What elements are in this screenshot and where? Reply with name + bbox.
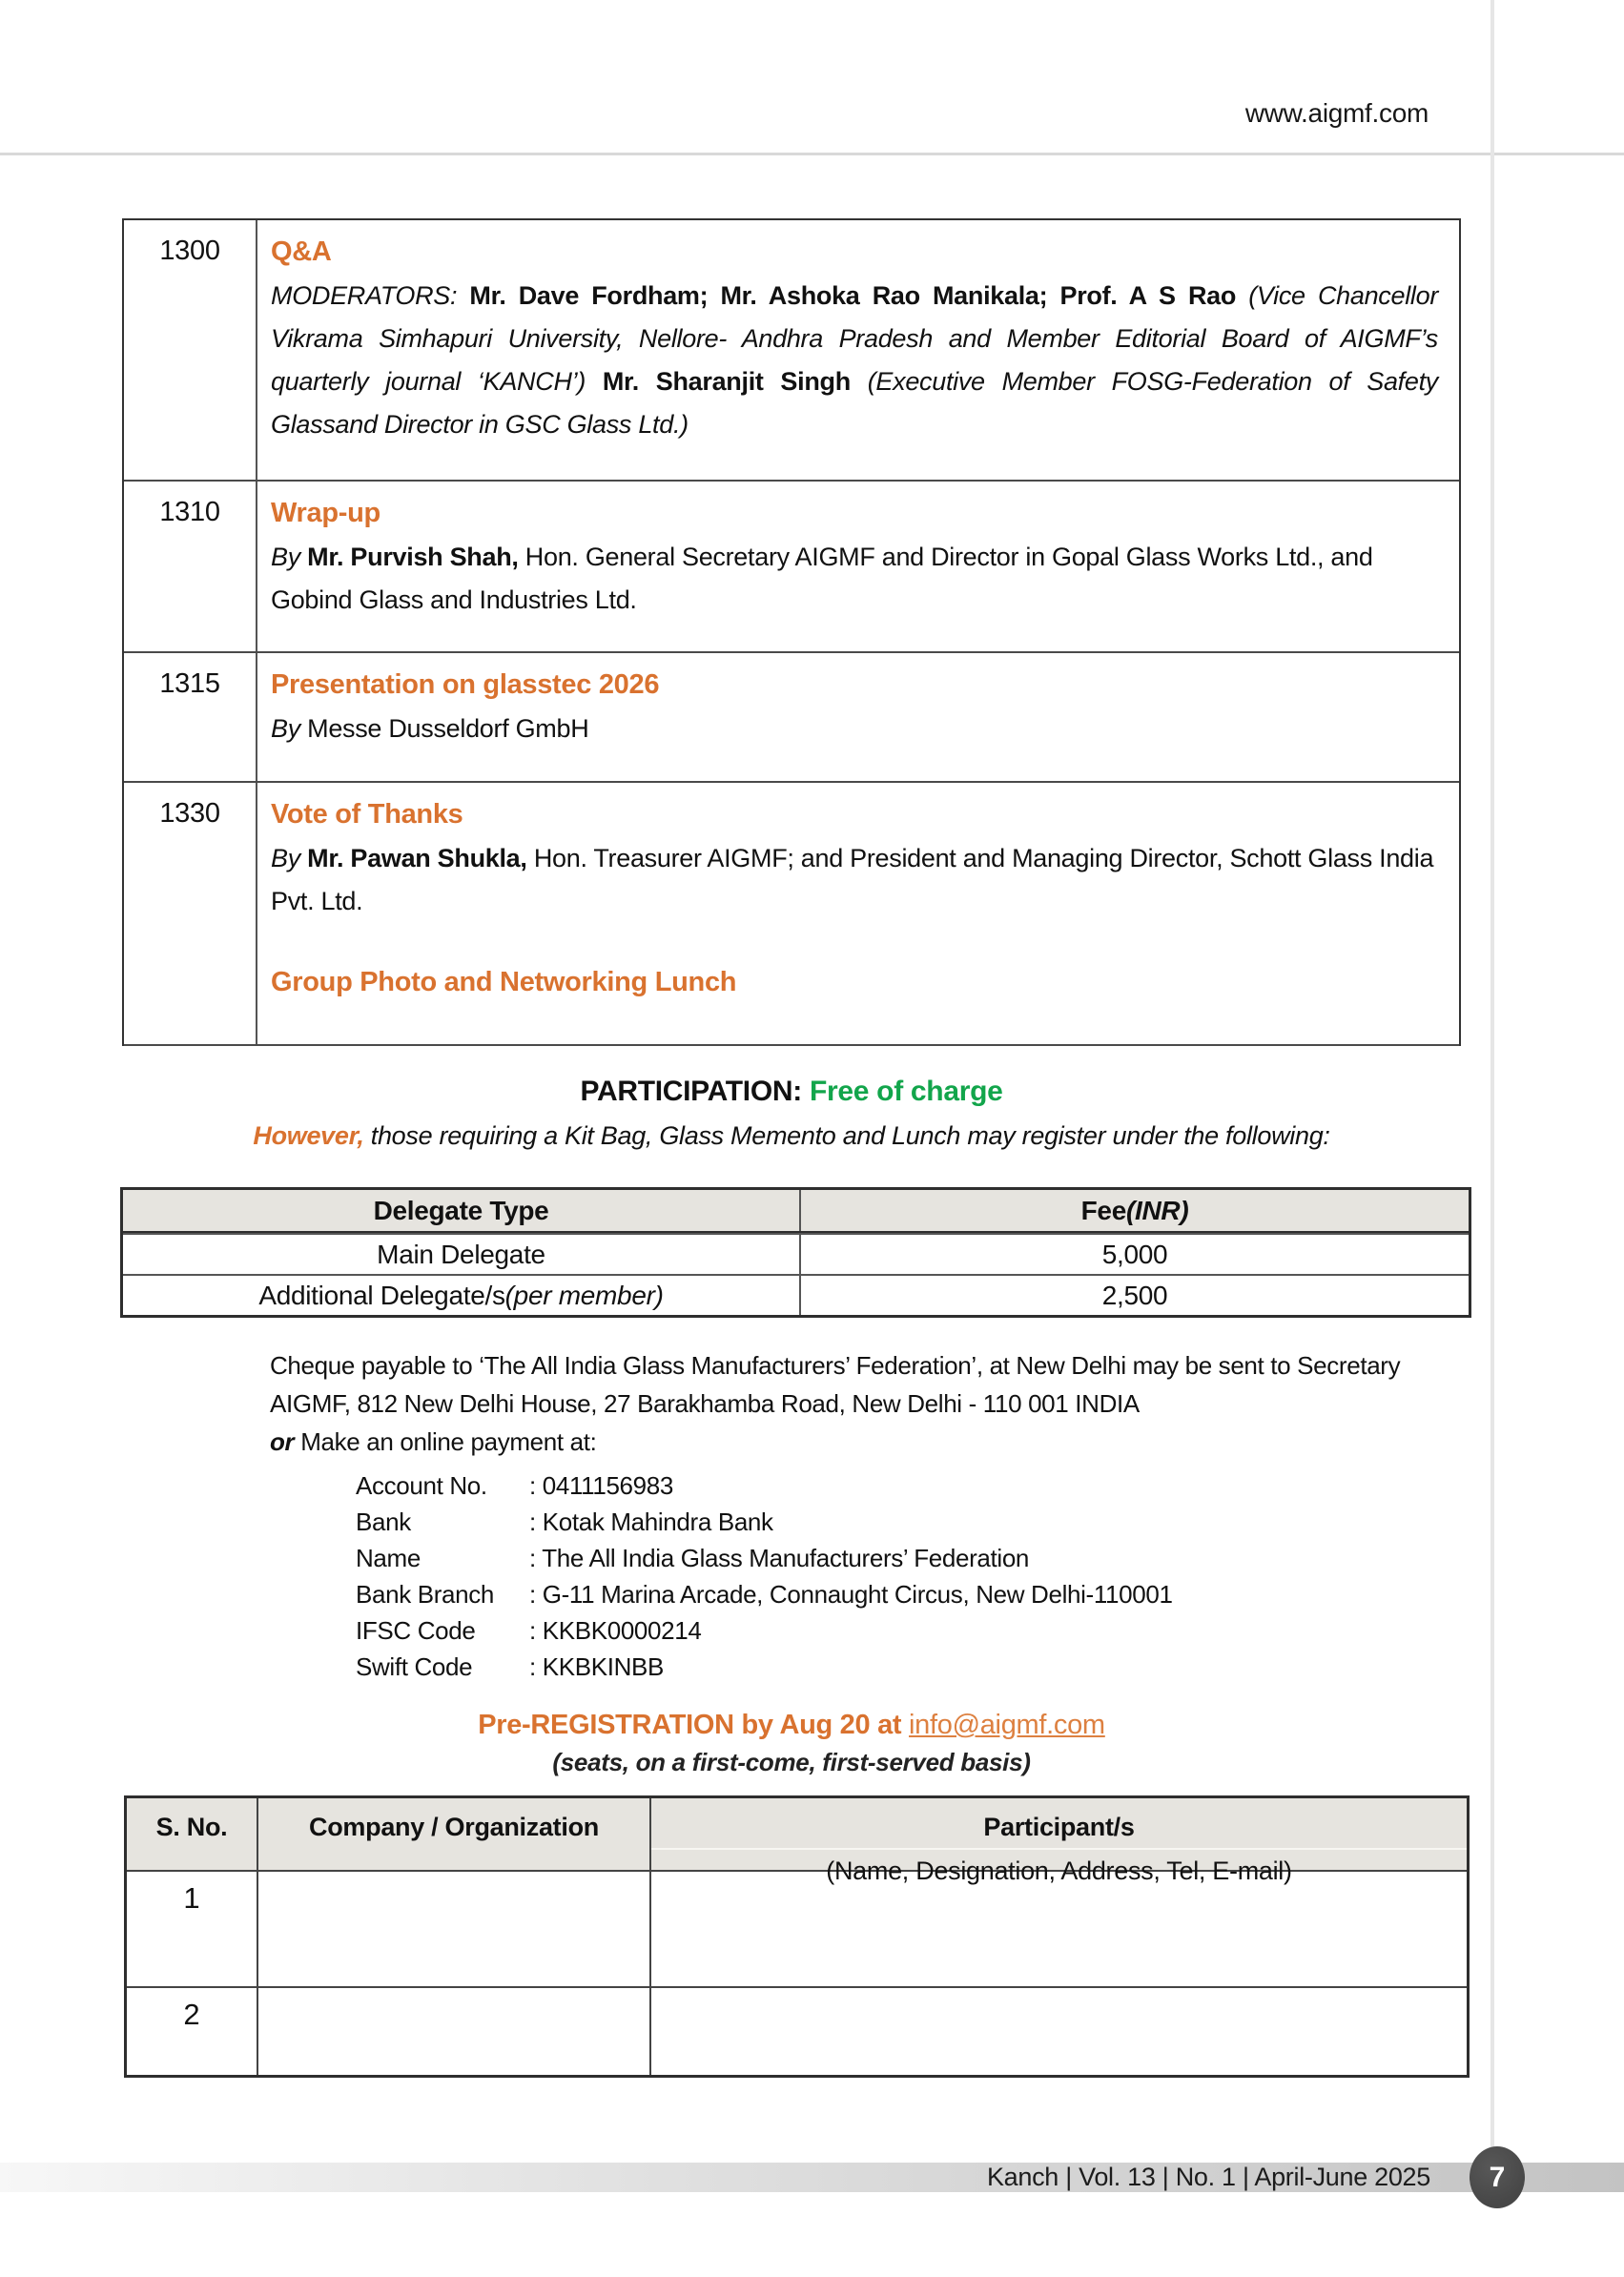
agenda-description (257, 783, 1459, 1044)
header-divider-rule (0, 153, 1624, 155)
agenda-time: 1330 (124, 783, 257, 1044)
fee-table-header-row (123, 1190, 1469, 1233)
preregistration-block (122, 1710, 1461, 1777)
preregistration-text: Pre-REGISTRATION by Aug 20 at (478, 1710, 910, 1740)
agenda-row-1310 (124, 482, 1459, 653)
bank-detail-row (356, 1540, 1443, 1576)
reg-cell-company-blank (258, 1988, 651, 2075)
group-photo-lunch-note: Group Photo and Networking Lunch (271, 967, 737, 997)
bank-detail-value: : 0411156983 (529, 1471, 673, 1500)
agenda-title: Vote of Thanks (271, 799, 463, 830)
bank-detail-label: IFSC Code (356, 1616, 476, 1645)
registration-row-1 (127, 1872, 1467, 1988)
page-number-badge: 7 (1470, 2146, 1525, 2208)
reg-cell-company-blank (258, 1872, 651, 1986)
fee-table (120, 1187, 1471, 1318)
bank-detail-value: : KKBK0000214 (529, 1616, 702, 1645)
agenda-table (122, 218, 1461, 1046)
bank-detail-label: Swift Code (356, 1652, 473, 1681)
bank-detail-label: Bank Branch (356, 1580, 495, 1609)
preregistration-line (122, 1710, 1461, 1741)
cheque-paragraph: Cheque payable to ‘The All India Glass Manufacturers’ Federation’, at New Delhi may be sent to Secretary AIGMF, 812 New Delhi House, 27 Barakhamba Road, New Delhi - 110 001 INDIA (270, 1351, 1401, 1418)
reg-cell-sno: 2 (127, 1988, 258, 2075)
agenda-time: 1310 (124, 482, 257, 651)
bank-detail-label: Name (356, 1544, 421, 1572)
reg-header-sno-label: S. No. (155, 1813, 228, 1841)
agenda-time: 1315 (124, 653, 257, 781)
fee-header-delegate-type: Delegate Type (123, 1190, 801, 1231)
agenda-title: Wrap-up (271, 498, 380, 528)
fee-cell-amount: 5,000 (1101, 1239, 1168, 1269)
agenda-title: Q&A (271, 236, 332, 267)
agenda-row-1330 (124, 783, 1459, 1046)
bank-detail-row (356, 1649, 1443, 1685)
registration-header-row (127, 1798, 1467, 1885)
agenda-row-1315 (124, 653, 1459, 783)
bank-detail-row (356, 1467, 1443, 1504)
footer-text: Kanch | Vol. 13 | No. 1 | April-June 2025 (986, 2163, 1430, 2191)
bank-detail-value: : KKBKINBB (529, 1652, 664, 1681)
fee-cell-delegate-type: Additional Delegate/s (per member) (123, 1276, 801, 1315)
reg-header-participants-subline: (Name, Designation, Address, Tel, E-mail) (826, 1856, 1292, 1885)
online-payment-line: or Make an online payment at: (270, 1427, 597, 1456)
bank-detail-label: Account No. (356, 1471, 487, 1500)
registration-table (124, 1795, 1470, 2078)
agenda-time: 1300 (124, 220, 257, 480)
footer-bar (0, 2163, 1624, 2192)
fee-table-row (123, 1274, 1469, 1315)
agenda-body: By Mr. Purvish Shah, Hon. General Secretary AIGMF and Director in Gopal Glass Works Ltd., and Gobind Glass and Industries Ltd. (271, 543, 1373, 614)
reg-header-company-label: Company / Organization (309, 1813, 599, 1841)
fee-cell-delegate-type: Main Delegate (123, 1235, 801, 1274)
participation-note: However, those requiring a Kit Bag, Glass Memento and Lunch may register under the following: (253, 1121, 1330, 1150)
page-column-rule (1490, 0, 1494, 2163)
reg-header-sno (127, 1798, 258, 1870)
reg-header-participants (651, 1798, 1467, 1885)
site-url: www.aigmf.com (1244, 98, 1429, 128)
participation-label: PARTICIPATION: (580, 1076, 810, 1107)
payment-instructions (270, 1346, 1443, 1685)
agenda-description (257, 482, 1459, 651)
reg-cell-participants-blank (651, 1872, 1467, 1986)
agenda-row-1300 (124, 220, 1459, 482)
fee-table-row (123, 1233, 1469, 1274)
bank-detail-row (356, 1612, 1443, 1649)
agenda-title: Presentation on glasstec 2026 (271, 669, 660, 700)
reg-header-participants-label: Participant/s (651, 1812, 1467, 1850)
bank-detail-row (356, 1504, 1443, 1540)
bank-detail-value: : The All India Glass Manufacturers’ Federation (529, 1544, 1030, 1572)
agenda-description (257, 653, 1459, 781)
bank-detail-label: Bank (356, 1508, 411, 1536)
bank-detail-value: : Kotak Mahindra Bank (529, 1508, 773, 1536)
agenda-body: By Messe Dusseldorf GmbH (271, 714, 589, 743)
participation-heading (122, 1076, 1461, 1108)
agenda-body: MODERATORS: Mr. Dave Fordham; Mr. Ashoka Rao Manikala; Prof. A S Rao (Vice Chancellor Vikrama Simhapuri University, Nellore- Andhra Pradesh and Member Editorial Board of AIGMF’s quarterly journal ‘KANCH’) Mr. Sharanjit Singh (Executive Member FOSG-Federation of Safety Glassand Director in GSC Glass Ltd.) (271, 281, 1439, 439)
agenda-body: By Mr. Pawan Shukla, Hon. Treasurer AIGMF; and President and Managing Director, Schott Glass India Pvt. Ltd. (271, 844, 1434, 915)
fee-cell-amount: 2,500 (1101, 1280, 1168, 1310)
bank-details (356, 1467, 1443, 1685)
reg-cell-sno: 1 (127, 1872, 258, 1986)
email-link[interactable]: info@aigmf.com (909, 1710, 1105, 1740)
fee-header-fee: Fee (INR) (1080, 1195, 1189, 1225)
free-of-charge-label: Free of charge (809, 1076, 1003, 1107)
bank-detail-value: : G-11 Marina Arcade, Connaught Circus, New Delhi-110001 (529, 1580, 1173, 1609)
bank-detail-row (356, 1576, 1443, 1612)
reg-header-company (258, 1798, 651, 1870)
registration-row-2 (127, 1988, 1467, 2075)
agenda-description (257, 220, 1459, 480)
reg-cell-participants-blank (651, 1988, 1467, 2075)
seats-note: (seats, on a first-come, first-served basis) (552, 1748, 1031, 1776)
